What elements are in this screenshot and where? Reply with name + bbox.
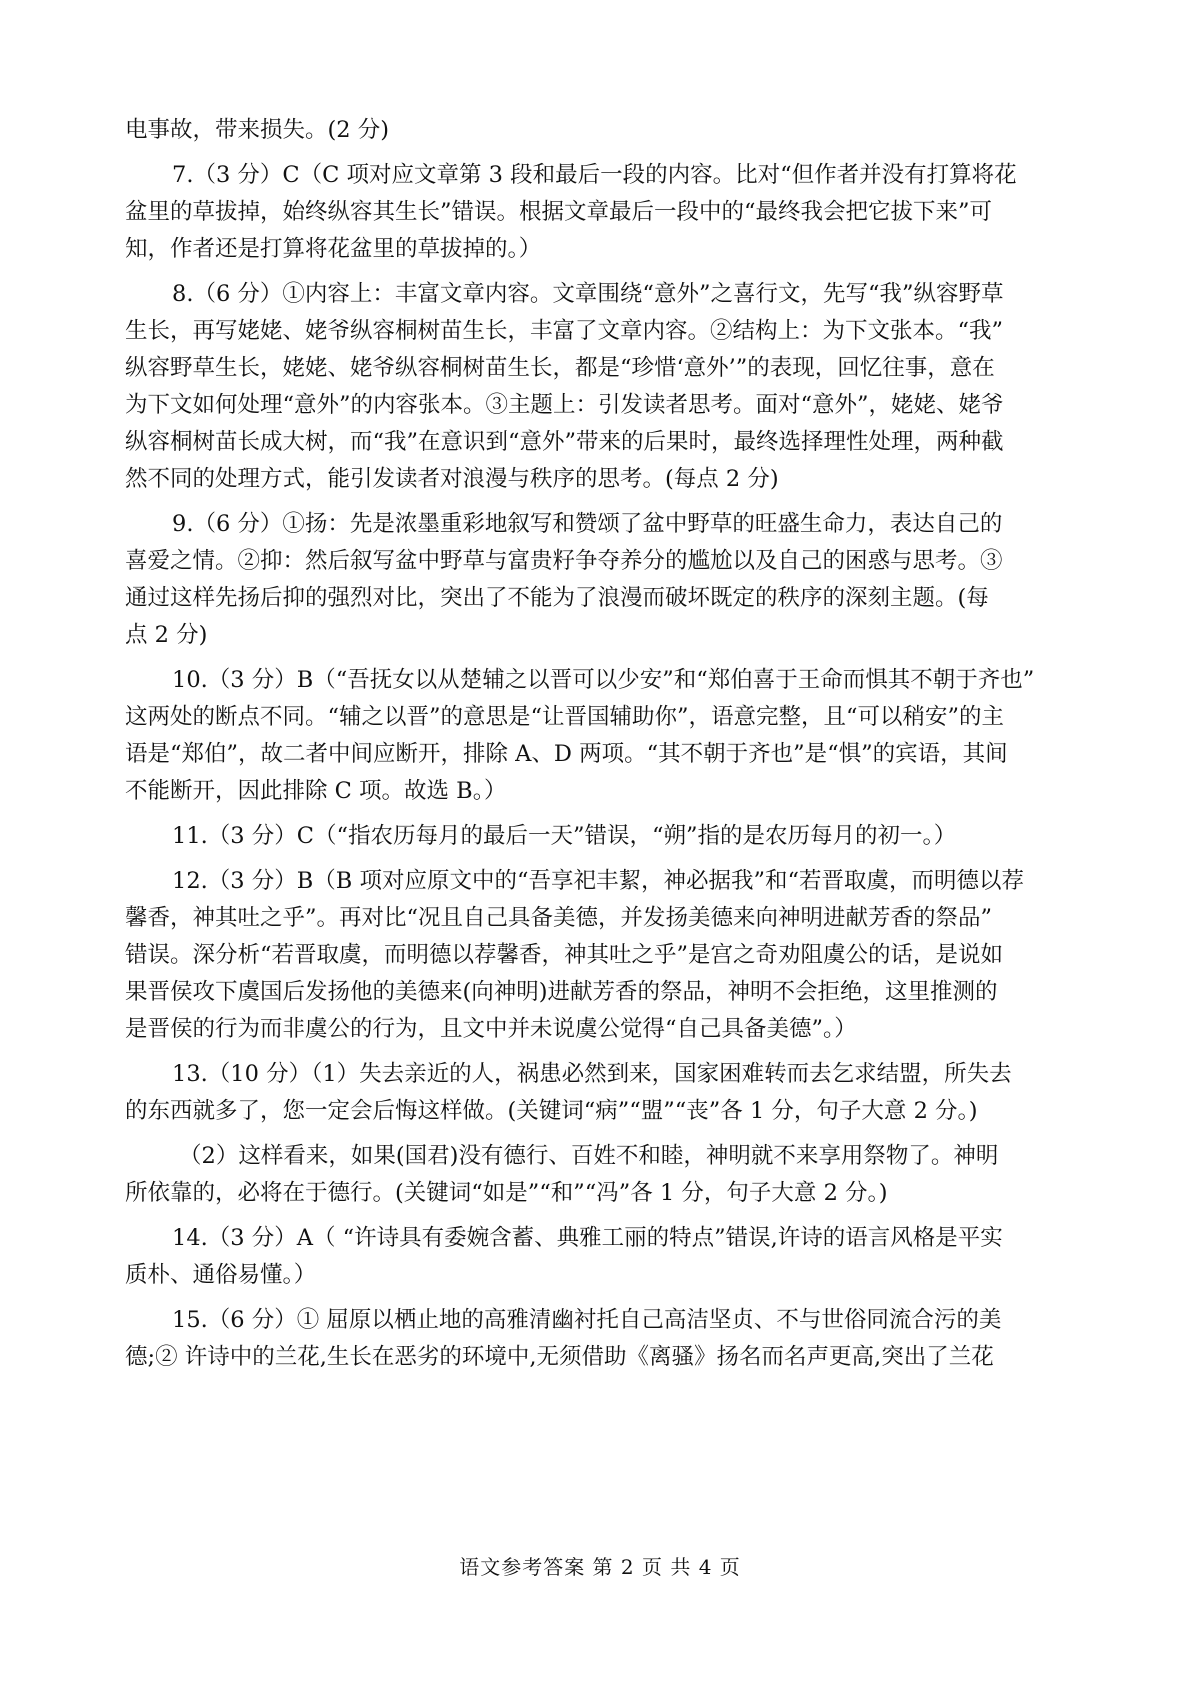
text-line: 喜爱之情。②抑：然后叙写盆中野草与富贵籽争夺养分的尴尬以及自己的困惑与思考。③ xyxy=(125,548,1003,574)
text-line: 7.（3 分）C（C 项对应文章第 3 段和最后一段的内容。比对“但作者并没有打算将花 xyxy=(172,162,1017,188)
text-line: 语是“郑伯”，故二者中间应断开，排除 A、D 两项。“其不朝于齐也”是“惧”的宾语，其间 xyxy=(125,741,1008,767)
text-line: 这两处的断点不同。“辅之以晋”的意思是“让晋国辅助你”，语意完整，且“可以稍安”的主 xyxy=(125,704,1005,730)
document-body xyxy=(125,112,1069,1384)
answer-11 xyxy=(125,818,1069,855)
text-line: （2）这样看来，如果(国君)没有德行、百姓不和睦，神明就不来享用祭物了。神明 xyxy=(179,1143,999,1169)
text-line: 所依靠的，必将在于德行。(关键词“如是”“和”“冯”各 1 分，句子大意 2 分。) xyxy=(125,1180,888,1206)
text-line: 生长，再写姥姥、姥爷纵容桐树苗生长，丰富了文章内容。②结构上：为下文张本。“我” xyxy=(125,318,1004,344)
text-line: 电事故，带来损失。(2 分) xyxy=(125,117,390,143)
text-line: 为下文如何处理“意外”的内容张本。③主题上：引发读者思考。面对“意外”，姥姥、姥爷 xyxy=(125,392,1004,418)
answer-10 xyxy=(125,662,1069,810)
text-line: 的东西就多了，您一定会后悔这样做。(关键词“病”“盟”“丧”各 1 分，句子大意 2 分。) xyxy=(125,1098,978,1124)
text-line: 10.（3 分）B（“吾抚女以从楚辅之以晋可以少安”和“郑伯喜于王命而惧其不朝于齐也” xyxy=(172,667,1035,693)
text-line: 馨香，神其吐之乎”。再对比“况且自己具备美德，并发扬美德来向神明进献芳香的祭品” xyxy=(125,905,993,931)
text-line: 知，作者还是打算将花盆里的草拔掉的。） xyxy=(125,236,542,262)
answer-12 xyxy=(125,863,1069,1048)
answer-7 xyxy=(125,157,1069,268)
text-line: 质朴、通俗易懂。） xyxy=(125,1262,317,1288)
text-line: 8.（6 分）①内容上：丰富文章内容。文章围绕“意外”之喜行文，先写“我”纵容野草 xyxy=(172,281,1004,307)
answer-8 xyxy=(125,276,1069,498)
text-line: 是晋侯的行为而非虞公的行为，且文中并未说虞公觉得“自己具备美德”。） xyxy=(125,1016,857,1042)
answer-9 xyxy=(125,506,1069,654)
text-line: 14.（3 分）A（ “许诗具有委婉含蓄、典雅工丽的特点”错误,许诗的语言风格是平实 xyxy=(172,1225,1003,1251)
text-line: 9.（6 分）①扬：先是浓墨重彩地叙写和赞颂了盆中野草的旺盛生命力，表达自己的 xyxy=(172,511,1003,537)
text-line: 纵容桐树苗长成大树，而“我”在意识到“意外”带来的后果时，最终选择理性处理，两种截 xyxy=(125,429,1004,455)
text-line: 不能断开，因此排除 C 项。故选 B。） xyxy=(125,778,507,804)
text-line: 错误。深分析“若晋取虞，而明德以荐馨香，神其吐之乎”是宫之奇劝阻虞公的话，是说如 xyxy=(125,942,1004,968)
text-line: 11.（3 分）C（“指农历每月的最后一天”错误，“朔”指的是农历每月的初一。） xyxy=(172,823,957,849)
text-line: 德;② 许诗中的兰花,生长在恶劣的环境中,无须借助《离骚》扬名而名声更高,突出了兰花 xyxy=(125,1344,994,1370)
text-line: 纵容野草生长，姥姥、姥爷纵容桐树苗生长，都是“珍惜‘意外’”的表现，回忆往事，意在 xyxy=(125,355,995,381)
text-line: 通过这样先扬后抑的强烈对比，突出了不能为了浪漫而破坏既定的秩序的深刻主题。(每 xyxy=(125,585,989,611)
answer-13 xyxy=(125,1056,1069,1130)
text-line: 13.（10 分）（1）失去亲近的人，祸患必然到来，国家困难转而去乞求结盟，所失去 xyxy=(172,1061,1012,1087)
text-line: 果晋侯攻下虞国后发扬他的美德来(向神明)进献芳香的祭品，神明不会拒绝，这里推测的 xyxy=(125,979,998,1005)
page-footer: 语文参考答案 第 2 页 共 4 页 xyxy=(459,1555,741,1579)
paragraph-continuation xyxy=(125,112,1069,149)
text-line: 12.（3 分）B（B 项对应原文中的“吾享祀丰絜，神必据我”和“若晋取虞，而明德以荐 xyxy=(172,868,1024,894)
answer-14 xyxy=(125,1220,1069,1294)
text-line: 点 2 分) xyxy=(125,622,208,648)
text-line: 15.（6 分）① 屈原以栖止地的高雅清幽衬托自己高洁坚贞、不与世俗同流合污的美 xyxy=(172,1307,1002,1333)
answer-15 xyxy=(125,1302,1069,1376)
text-line: 然不同的处理方式，能引发读者对浪漫与秩序的思考。(每点 2 分) xyxy=(125,466,779,492)
answer-13-part-2 xyxy=(125,1138,1069,1212)
text-line: 盆里的草拔掉，始终纵容其生长”错误。根据文章最后一段中的“最终我会把它拔下来”可 xyxy=(125,199,993,225)
